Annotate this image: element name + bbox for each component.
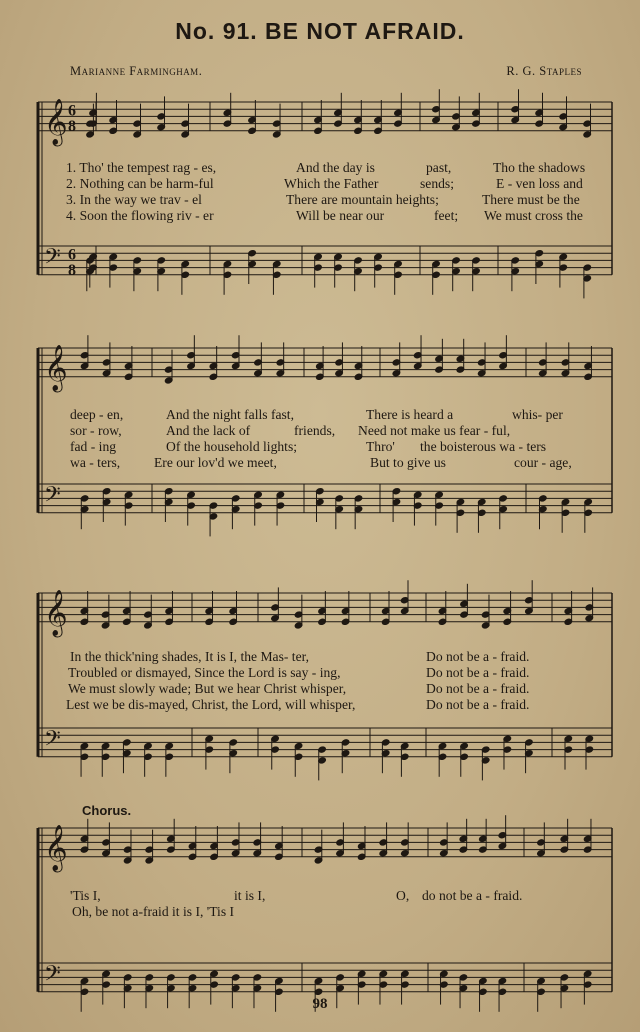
lyric-segment: We must cross the [484, 208, 583, 223]
lyric-segment: Tho the shadows [493, 160, 586, 175]
lyric-segment: Ere our lov'd we meet, [154, 455, 277, 470]
lyric-segment: Troubled or dismayed, Since the Lord is say - ing, [68, 665, 341, 680]
treble-clef-icon: 𝄞 [44, 589, 68, 636]
bass-clef-icon: 𝄢 [44, 961, 61, 992]
lyric-segment: do not be a - fraid. [422, 888, 523, 903]
lyric-segment: And the day is [296, 160, 375, 175]
bass-clef-icon: 𝄢 [44, 482, 61, 513]
lyric-segment: friends, [294, 423, 336, 438]
lyric-segment: it is I, [234, 888, 266, 903]
composer-credit: R. G. Staples [506, 64, 582, 78]
bass-clef-icon: 𝄢 [44, 244, 61, 275]
lyric-segment: Thro' [366, 439, 395, 454]
time-signature-denominator: 8 [68, 261, 76, 279]
lyric-segment: Do not be a - fraid. [426, 697, 530, 712]
lyric-segment: Will be near our [296, 208, 385, 223]
lyric-segment: And the night falls fast, [166, 407, 294, 422]
lyric-line [66, 455, 614, 471]
hymn-title: No. 91. BE NOT AFRAID. [175, 18, 465, 44]
page-number: 98 [312, 996, 328, 1012]
lyric-segment: Do not be a - fraid. [426, 681, 530, 696]
lyric-segment: There are mountain heights; [286, 192, 439, 207]
lyric-line [66, 649, 614, 665]
lyric-line [66, 681, 614, 697]
author-credit: Marianne Farmingham. [70, 64, 203, 78]
lyric-line [66, 665, 614, 681]
lyric-segment: the boisterous wa - ters [420, 439, 547, 454]
lyric-segment: And the lack of [166, 423, 251, 438]
lyric-segment: E - ven loss and [496, 176, 583, 191]
lyric-segment: Which the Father [284, 176, 379, 191]
bass-clef-icon: 𝄢 [44, 726, 61, 757]
lyric-line [66, 904, 614, 920]
lyric-segment: Oh, be not a-fraid it is I, 'Tis I [72, 904, 235, 919]
lyric-segment: deep - en, [70, 407, 124, 422]
lyric-line [66, 160, 614, 176]
lyric-segment: Do not be a - fraid. [426, 665, 530, 680]
lyric-segment: whis- per [512, 407, 563, 422]
lyric-segment: cour - age, [514, 455, 572, 470]
lyric-line [66, 208, 614, 224]
lyric-line [66, 888, 614, 904]
lyric-segment: sor - row, [70, 423, 122, 438]
lyric-segment: Of the household lights; [166, 439, 298, 454]
time-signature-numerator: 6 [68, 246, 76, 264]
lyric-segment: sends; [420, 176, 454, 191]
lyric-segment: There must be the [482, 192, 580, 207]
chorus-label: Chorus. [82, 803, 132, 818]
lyric-segment: Need not make us fear - ful, [358, 423, 511, 438]
lyric-segment: There is heard a [366, 407, 454, 422]
lyric-line [66, 192, 614, 208]
lyric-segment: past, [426, 160, 452, 175]
lyric-segment: Lest we be dis-mayed, Christ, the Lord, will whisper, [66, 697, 356, 712]
lyric-segment: Do not be a - fraid. [426, 649, 530, 664]
lyric-segment: 4. Soon the flowing riv - er [66, 208, 214, 223]
lyric-segment: In the thick'ning shades, It is I, the Mas- ter, [70, 649, 309, 664]
lyric-segment: O, [396, 888, 410, 903]
lyric-line [66, 176, 614, 192]
treble-clef-icon: 𝄞 [44, 98, 68, 145]
treble-clef-icon: 𝄞 [44, 344, 68, 391]
lyric-line [66, 423, 614, 439]
lyric-segment: 3. In the way we trav - el [66, 192, 202, 207]
treble-clef-icon: 𝄞 [44, 824, 68, 871]
lyric-segment: 1. Tho' the tempest rag - es, [66, 160, 217, 175]
lyric-line [66, 439, 614, 455]
lyric-segment: feet; [434, 208, 459, 223]
lyric-line [66, 407, 614, 423]
lyric-segment: But to give us [370, 455, 446, 470]
lyric-segment: fad - ing [70, 439, 117, 454]
lyric-line [66, 697, 614, 713]
lyric-segment: 'Tis I, [70, 888, 101, 903]
lyric-segment: 2. Nothing can be harm-ful [66, 176, 214, 191]
lyric-segment: We must slowly wade; But we hear Christ whisper, [68, 681, 347, 696]
time-signature-numerator: 6 [68, 102, 76, 120]
lyric-segment: wa - ters, [70, 455, 121, 470]
time-signature-denominator: 8 [68, 117, 76, 135]
